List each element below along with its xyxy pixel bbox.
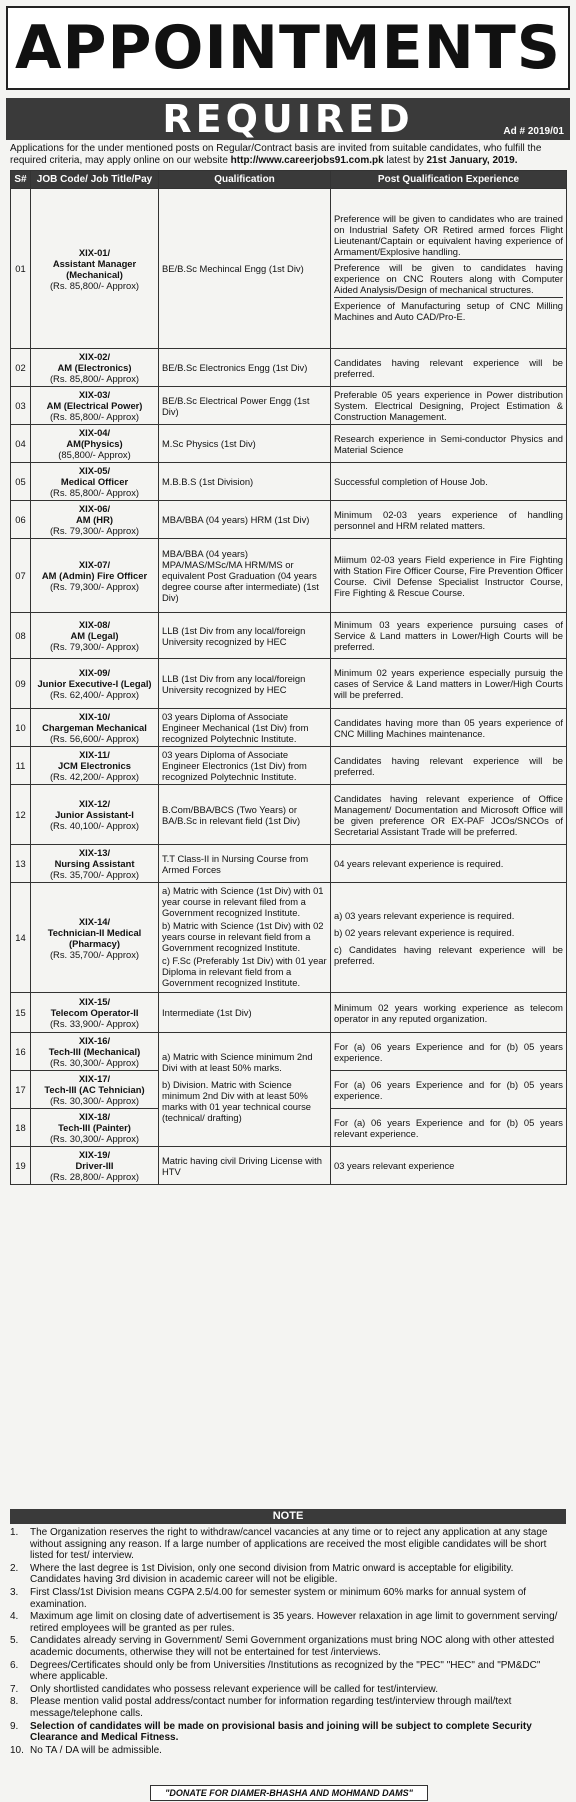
experience-cell [331,425,567,463]
experience-cell [331,539,567,613]
job-code: XIX-13/ [78,847,111,858]
qualification-item: a) Matric with Science minimum 2nd Divi with at least 50% marks. [162,1050,313,1073]
experience-item: 04 years relevant experience is required. [334,858,504,869]
qualification-cell: B.Com/BBA/BCS (Two Years) or BA/B.Sc in relevant field (1st Div) [159,785,331,845]
job-title: Tech-III (Mechanical) [48,1046,141,1057]
note-item [10,1587,566,1610]
job-cell [31,747,159,785]
job-title: AM (Legal) [70,630,119,641]
job-title: Medical Officer [60,476,129,487]
job-title: Nursing Assistant [54,858,135,869]
table-row [11,613,567,659]
job-code: XIX-12/ [78,798,111,809]
note-text: Please mention valid postal address/contact number for information regarding test/interview through mail/text message/telephone calls. [30,1696,512,1719]
note-number: 10. [10,1744,24,1756]
job-title: Junior Assistant-I [55,809,134,820]
job-pay: (Rs. 79,300/- Approx) [49,525,140,536]
job-title: Tech-III (AC Tehnician) [44,1084,145,1095]
job-title: AM(Physics) [66,438,123,449]
note-item [10,1611,566,1634]
job-pay: (Rs. 62,400/- Approx) [49,689,140,700]
experience-cell [331,709,567,747]
experience-item: Minimum 02 years experience especially pursuig the cases of Service & Land matters in Lower/High Courts will be preferred. [334,667,563,700]
note-number: 9. [10,1720,19,1732]
note-number: 5. [10,1635,19,1647]
job-cell [31,1033,159,1071]
job-title: Assistant Manager (Mechanical) [52,257,137,280]
qualification-item: a) Matric with Science (1st Div) with 01 year course in relevant filed from a Government recognized Institute. [162,885,324,918]
experience-item: For (a) 06 years Experience and for (b) 05 years experience. [334,1078,563,1101]
job-code: XIX-14/ [78,915,111,927]
job-code: XIX-03/ [78,389,111,400]
qualification-cell: 03 years Diploma of Associate Engineer Mechanical (1st Div) from recognized Polytechnic Institute. [159,709,331,747]
job-code: XIX-08/ [78,619,111,630]
note-item [10,1721,566,1744]
note-item [10,1527,566,1562]
header-qualification: Qualification [159,171,331,189]
job-code: XIX-10/ [78,711,111,722]
job-cell [31,425,159,463]
row-sn: 17 [11,1071,31,1109]
note-item [10,1745,566,1757]
row-sn: 01 [11,189,31,349]
table-row [11,349,567,387]
header-job: JOB Code/ Job Title/Pay [31,171,159,189]
note-text: Degrees/Certificates should only be from Universities /Institutions as recognized by the "PEC" "HEC" and "PM&DC" where applicable. [30,1659,541,1683]
job-pay: (Rs. 30,300/- Approx) [49,1095,140,1106]
job-cell [31,883,159,993]
table-row [11,425,567,463]
table-row [11,539,567,613]
experience-item: Miimum 02-03 years Field experience in Fire Fighting with Station Fire Officer Course, Fire Prevention Officer Course. Civil Defense Specialist Instructor Course, Fire Fighting & Rescue Course. [334,553,563,598]
note-number: 8. [10,1696,19,1708]
job-title: Chargeman Mechanical [42,722,147,733]
job-code: XIX-07/ [78,559,111,570]
qualification-cell: M.Sc Physics (1st Div) [159,425,331,463]
job-pay: (Rs. 56,600/- Approx) [49,733,140,744]
experience-cell [331,1033,567,1071]
note-item [10,1696,566,1719]
experience-item: For (a) 06 years Experience and for (b) 05 years experience. [334,1040,563,1063]
appointments-banner [6,6,570,90]
qualification-item: b) Division. Matric with Science minimum 2nd Div with at least 50% marks with 01 year technical course (technical/ drafting) [162,1078,312,1123]
row-sn: 15 [11,993,31,1033]
header-sn: S# [11,171,31,189]
experience-cell [331,189,567,349]
experience-cell [331,1109,567,1147]
note-text: Only shortlisted candidates who possess relevant experience will be called for test/interview. [30,1683,438,1695]
experience-cell [331,785,567,845]
experience-item: Minimum 02-03 years experience of handling personnel and HRM related matters. [334,508,563,531]
note-item [10,1660,566,1683]
job-pay: (Rs. 35,700/- Approx) [49,869,140,880]
job-pay: (Rs. 35,700/- Approx) [49,948,140,960]
experience-item: Preferable 05 years experience in Power distribution System. Electrical Designing, Project Estimation & Construction Management. [334,389,563,422]
table-row [11,501,567,539]
job-pay: (Rs. 85,800/- Approx) [49,411,140,422]
row-sn: 13 [11,845,31,883]
job-code: XIX-04/ [78,427,111,438]
table-row [11,1147,567,1185]
experience-cell [331,1147,567,1185]
experience-item: Minimum 03 years experience pursuing cases of Service & Land matters in Lower/High Courts will be preferred. [334,619,563,652]
row-sn: 12 [11,785,31,845]
note-text: The Organization reserves the right to withdraw/cancel vacancies at any time or to reject any application at any stage without assigning any reason. If a large number of applications are received the most eligible candidates will be short listed for test/ interview. [30,1527,548,1562]
job-pay: (Rs. 33,900/- Approx) [49,1018,140,1029]
row-sn: 11 [11,747,31,785]
job-cell [31,189,159,349]
table-row [11,993,567,1033]
table-row [11,845,567,883]
row-sn: 14 [11,883,31,993]
website-link[interactable]: http://www.careerjobs91.com.pk [230,155,384,166]
note-number: 3. [10,1586,19,1598]
experience-cell [331,1071,567,1109]
job-pay: (Rs. 30,300/- Approx) [49,1133,140,1144]
intro-body: Applications for the under mentioned posts on Regular/Contract basis are invited from suitable candidates, who fulfill the required criteria, may apply online on our website [10,143,542,166]
note-number: 6. [10,1659,19,1671]
job-code: XIX-19/ [78,1149,111,1160]
header-experience: Post Qualification Experience [331,171,567,189]
experience-item: Candidates having relevant experience will be preferred. [334,356,563,379]
qualification-cell: MBA/BBA (04 years) MPA/MAS/MSc/MA HRM/MS or equivalent Post Graduation (04 years degree course after intermediate) (1st Div) [159,539,331,613]
job-code: XIX-06/ [78,503,111,514]
row-sn: 18 [11,1109,31,1147]
job-cell [31,613,159,659]
job-pay: (Rs. 40,100/- Approx) [49,820,140,831]
job-code: XIX-05/ [78,465,111,476]
experience-item: Experience of Manufacturing setup of CNC Milling Machines and Auto CAD/Pro-E. [334,300,563,322]
job-pay: (85,800/- Approx) [58,449,131,460]
intro-mid: latest by [386,155,424,166]
qualification-cell: 03 years Diploma of Associate Engineer Electronics (1st Div) from recognized Polytechnic Institute. [159,747,331,785]
job-pay: (Rs. 79,300/- Approx) [49,581,140,592]
job-cell [31,845,159,883]
job-cell [31,387,159,425]
experience-cell [331,501,567,539]
job-code: XIX-11/ [79,749,110,760]
job-cell [31,993,159,1033]
qualification-cell: Intermediate (1st Div) [159,993,331,1033]
experience-item: For (a) 06 years Experience and for (b) 05 years relevant experience. [334,1116,563,1139]
job-title: Technician-II Medical (Pharmacy) [47,926,142,949]
job-code: XIX-09/ [78,667,111,678]
job-cell [31,659,159,709]
experience-cell [331,387,567,425]
job-title: AM (Electrical Power) [46,400,143,411]
note-item [10,1635,566,1658]
note-text: Maximum age limit on closing date of advertisement is 35 years. However relaxation in age limit to government serving/ retired employees will be granted as per rules. [30,1611,558,1634]
experience-cell [331,993,567,1033]
row-sn: 10 [11,709,31,747]
row-sn: 16 [11,1033,31,1071]
job-title: AM (Electronics) [57,362,132,373]
note-number: 1. [10,1527,19,1538]
table-row [11,883,567,993]
table-header-row [11,171,567,189]
ad-number: Ad # 2019/01 [503,126,564,137]
qualification-item: b) Matric with Science (1st Div) with 02 years course in relevant field from a Government recognized Institute. [162,920,324,953]
experience-item: Candidates having relevant experience will be preferred. [334,754,563,777]
experience-item: 03 years relevant experience [334,1160,455,1171]
deadline: 21st January, 2019. [426,155,518,166]
experience-item: a) 03 years relevant experience is required. [334,909,515,921]
job-title: Driver-III [75,1160,114,1171]
job-code: XIX-02/ [78,351,111,362]
row-sn: 04 [11,425,31,463]
intro-text [10,143,566,167]
job-cell [31,785,159,845]
row-sn: 09 [11,659,31,709]
note-number: 7. [10,1683,19,1695]
table-row [11,463,567,501]
qualification-cell [159,883,331,993]
qualification-cell: MBA/BBA (04 years) HRM (1st Div) [159,501,331,539]
experience-item: Preference will be given to candidates having experience on CNC Routers along with Computer Aided Analysis/Design of mechanical structures. [334,262,563,298]
experience-item: c) Candidates having relevant experience will be preferred. [334,943,563,966]
experience-cell [331,349,567,387]
qualification-cell: Matric having civil Driving License with HTV [159,1147,331,1185]
job-code: XIX-15/ [78,996,111,1007]
row-sn: 06 [11,501,31,539]
experience-item: b) 02 years relevant experience is required. [334,926,515,938]
qualification-cell: BE/B.Sc Electrical Power Engg (1st Div) [159,387,331,425]
qualification-cell: BE/B.Sc Electronics Engg (1st Div) [159,349,331,387]
qualification-cell: LLB (1st Div from any local/foreign University recognized by HEC [159,613,331,659]
job-code: XIX-17/ [78,1073,111,1084]
experience-cell [331,463,567,501]
experience-cell [331,845,567,883]
table-row [11,659,567,709]
note-heading: NOTE [10,1509,566,1524]
job-cell [31,1071,159,1109]
job-title: AM (Admin) Fire Officer [41,570,148,581]
table-row [11,387,567,425]
note-text: First Class/1st Division means CGPA 2.5/4.00 for semester system or minimum 60% marks for annual system of examination. [30,1586,527,1610]
experience-item: Research experience in Semi-conductor Physics and Material Science [334,432,563,455]
job-pay: (Rs. 85,800/- Approx) [49,487,140,498]
experience-item: Preference will be given to candidates who are trained on Industrial Safety OR Retired armed forces Flight Lieutenant/Captain or equivalent having experience of Armament/Explosive handling. [334,213,563,260]
job-title: JCM Electronics [58,760,131,771]
experience-cell [331,613,567,659]
job-title: Telecom Operator-II [50,1007,139,1018]
table-row [11,189,567,349]
qualification-cell: LLB (1st Div from any local/foreign University recognized by HEC [159,659,331,709]
qualification-cell: T.T Class-II in Nursing Course from Armed Forces [159,845,331,883]
job-cell [31,463,159,501]
table-row [11,709,567,747]
note-item [10,1684,566,1696]
job-pay: (Rs. 85,800/- Approx) [49,279,140,291]
experience-item: Candidates having more than 05 years experience of CNC Milling Machines maintenance. [334,716,563,739]
job-pay: (Rs. 28,800/- Approx) [49,1171,140,1182]
ad-title: APPOINTMENTS [15,13,561,83]
qualification-cell: M.B.B.S (1st Division) [159,463,331,501]
experience-item: Minimum 02 years working experience as telecom operator in any reputed organization. [334,1001,563,1024]
row-sn: 19 [11,1147,31,1185]
experience-cell [331,747,567,785]
job-code: XIX-01/ [78,246,111,258]
job-title: Tech-III (Painter) [58,1122,131,1133]
job-cell [31,539,159,613]
job-cell [31,709,159,747]
job-cell [31,501,159,539]
table-row [11,747,567,785]
table-row [11,1033,567,1071]
job-title: Junior Executive-I (Legal) [37,678,152,689]
job-title: AM (HR) [76,514,113,525]
table-row [11,785,567,845]
job-pay: (Rs. 42,200/- Approx) [49,771,140,782]
experience-cell [331,883,567,993]
required-heading: REQUIRED [162,97,414,141]
row-sn: 08 [11,613,31,659]
note-number: 2. [10,1562,19,1574]
job-cell [31,1109,159,1147]
note-text: Candidates already serving in Government/ Semi Government organizations must bring NOC along with other attested academic documents, otherwise they will not be entertained for test /interviews. [30,1635,555,1658]
note-text: Selection of candidates will be made on provisional basis and joining will be subject to complete Security Clearance and Medical Fitness. [30,1720,532,1744]
job-code: XIX-18/ [78,1111,111,1122]
note-number: 4. [10,1611,19,1623]
notes-list [10,1527,566,1757]
required-bar [6,98,570,140]
job-pay: (Rs. 30,300/- Approx) [49,1057,140,1068]
row-sn: 03 [11,387,31,425]
job-pay: (Rs. 85,800/- Approx) [49,373,140,384]
note-text: No TA / DA will be admissible. [30,1744,162,1756]
job-pay: (Rs. 79,300/- Approx) [49,641,140,652]
note-item [10,1563,566,1586]
row-sn: 05 [11,463,31,501]
footer-slogan: "DONATE FOR DIAMER-BHASHA AND MOHMAND DAMS" [150,1785,428,1801]
job-code: XIX-16/ [78,1035,111,1046]
job-cell [31,349,159,387]
experience-item: Successful completion of House Job. [334,476,488,487]
qualification-item: c) F.Sc (Preferably 1st Div) with 01 year Diploma in relevant field from a Government recognized Institute. [162,955,327,988]
qualification-cell [159,1033,331,1147]
note-text: Where the last degree is 1st Division, only one second division from Matric onward is acceptable for eligibility. Candidates having 3rd division in academic career will not be eligible. [30,1562,514,1586]
row-sn: 02 [11,349,31,387]
row-sn: 07 [11,539,31,613]
experience-item: Candidates having relevant experience of Office Management/ Documentation and Microsoft Office will be given preference OR EX-PAF JCOs/SNCOs of Secretarial Assistant Trade will be preferred. [334,792,563,837]
qualification-cell: BE/B.Sc Mechincal Engg (1st Div) [159,189,331,349]
experience-cell [331,659,567,709]
job-cell [31,1147,159,1185]
jobs-table [10,170,567,1185]
